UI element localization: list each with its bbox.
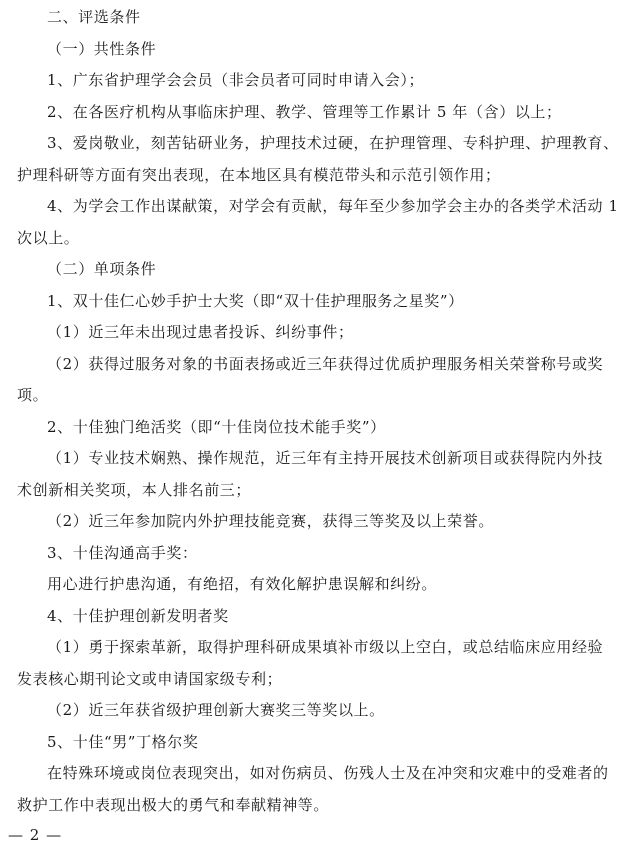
award-1-item-1: （1）近三年未出现过患者投诉、纠纷事件；: [47, 323, 354, 341]
award-3-title: 3、十佳沟通高手奖：: [47, 544, 198, 562]
award-5-title: 5、十佳“男”丁格尔奖: [47, 733, 199, 751]
award-5-description-line-2: 救护工作中表现出极大的勇气和奉献精神等。: [17, 796, 330, 814]
award-1-item-2-line-2: 项。: [17, 386, 49, 404]
subsection-heading-common: （一）共性条件: [47, 40, 157, 58]
common-item-3-line-2: 护理科研等方面有突出表现，在本地区具有模范带头和示范引领作用；: [17, 166, 501, 184]
award-2-item-1-line-2: 术创新相关奖项，本人排名前三；: [17, 481, 252, 499]
common-item-1: 1、广东省护理学会会员（非会员者可同时申请入会）；: [47, 71, 425, 89]
subsection-heading-individual: （二）单项条件: [47, 260, 157, 278]
award-4-item-1-line-2: 发表核心期刊论文或申请国家级专利；: [17, 670, 283, 688]
award-5-description-line-1: 在特殊环境或岗位表现突出，如对伤病员、伤残人士及在冲突和灾难中的受难者的: [47, 764, 609, 782]
page-number: — 2 —: [8, 826, 63, 844]
award-2-item-1-line-1: （1）专业技术娴熟、操作规范，近三年有主持开展技术创新项目或获得院内外技: [47, 449, 604, 467]
award-4-item-2: （2）近三年获省级护理创新大赛奖三等奖以上。: [47, 701, 385, 719]
award-1-item-2-line-1: （2）获得过服务对象的书面表扬或近三年获得过优质护理服务相关荣誉称号或奖: [47, 355, 604, 373]
common-item-4-line-2: 次以上。: [17, 229, 80, 247]
award-1-title: 1、双十佳仁心妙手护士大奖（即“双十佳护理服务之星奖”）: [47, 292, 464, 310]
common-item-2: 2、在各医疗机构从事临床护理、教学、管理等工作累计 5 年（含）以上；: [47, 103, 562, 121]
section-heading-criteria: 二、评选条件: [47, 8, 141, 26]
common-item-3-line-1: 3、爱岗敬业，刻苦钻研业务，护理技术过硬，在护理管理、专科护理、护理教育、: [47, 134, 619, 152]
award-3-description: 用心进行护患沟通，有绝招，有效化解护患误解和纠纷。: [47, 575, 438, 593]
award-4-item-1-line-1: （1）勇于探索革新，取得护理科研成果填补市级以上空白，或总结临床应用经验: [47, 638, 604, 656]
award-4-title: 4、十佳护理创新发明者奖: [47, 607, 229, 625]
common-item-4-line-1: 4、为学会工作出谋献策，对学会有贡献，每年至少参加学会主办的各类学术活动 1: [47, 197, 619, 215]
award-2-title: 2、十佳独门绝活奖（即“十佳岗位技术能手奖”）: [47, 418, 386, 436]
award-2-item-2: （2）近三年参加院内外护理技能竞赛，获得三等奖及以上荣誉。: [47, 512, 494, 530]
